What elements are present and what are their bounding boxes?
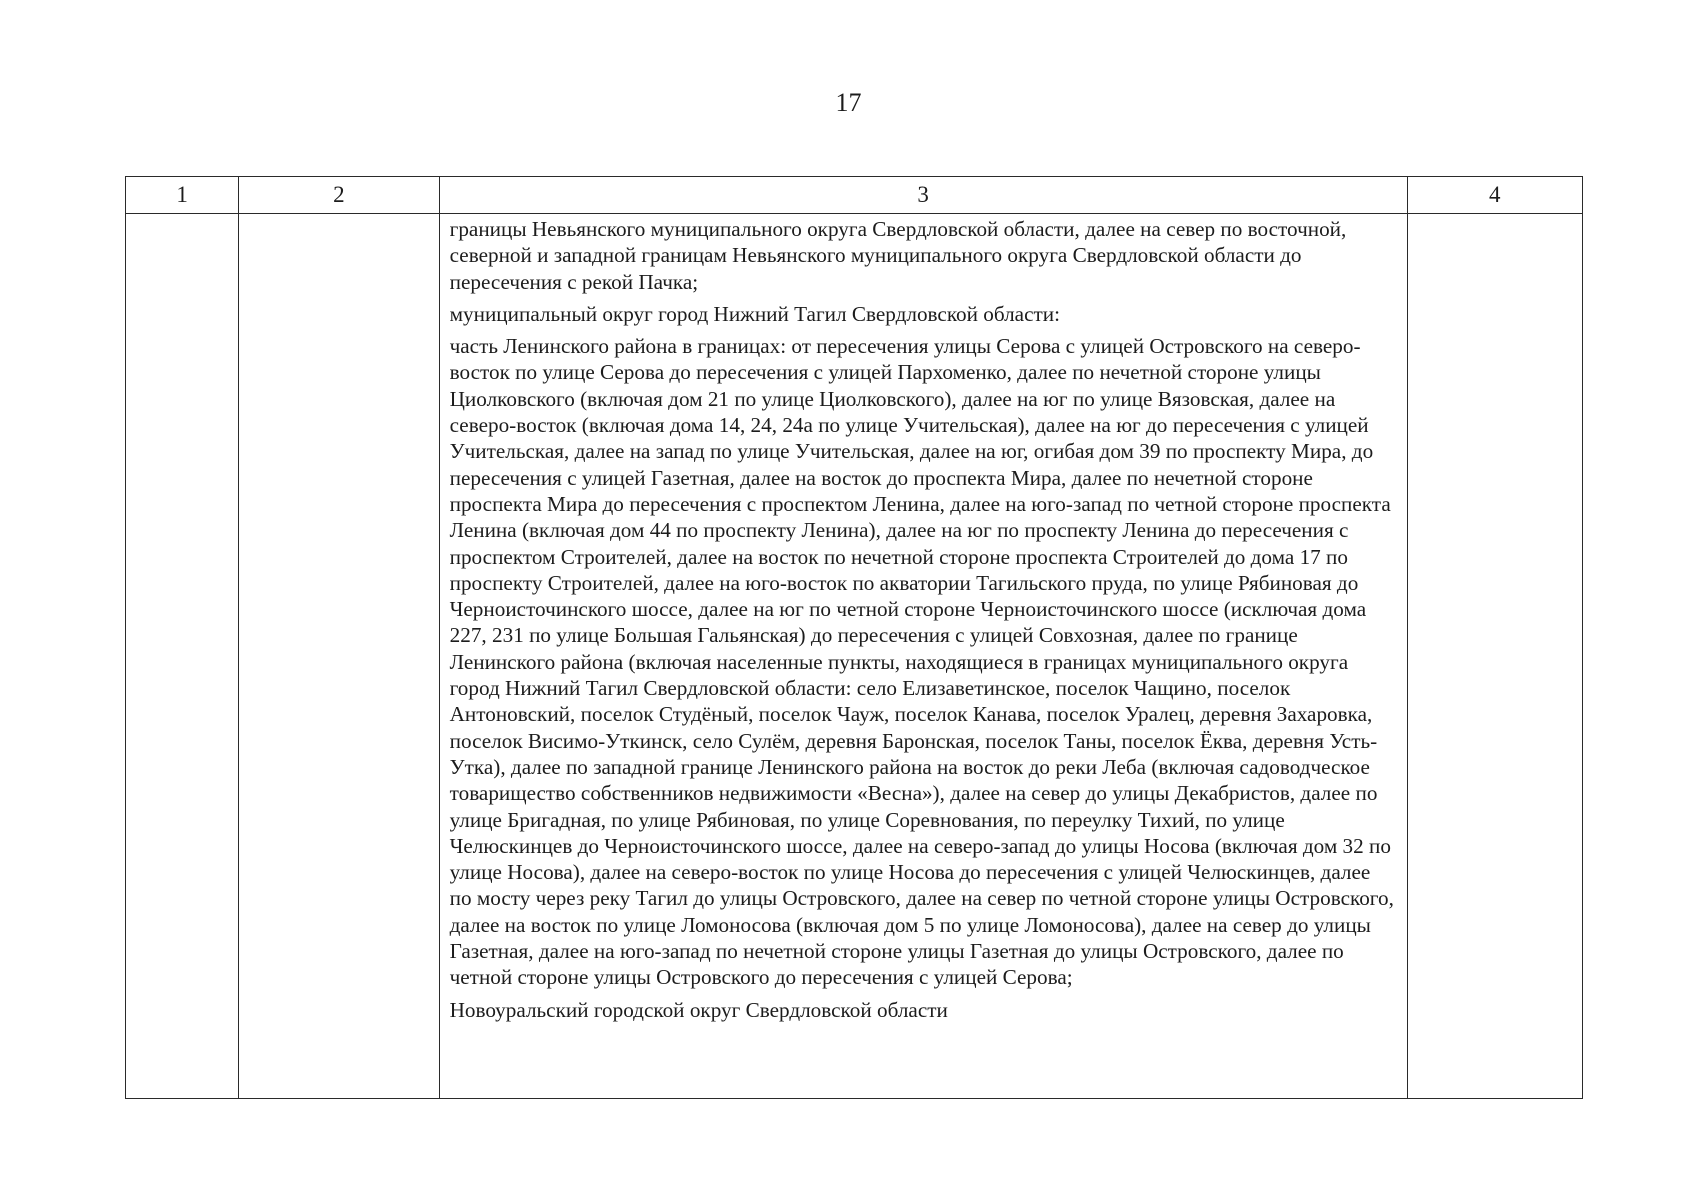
table-row — [126, 214, 1583, 1099]
cell-col-1 — [126, 214, 239, 1099]
cell-col-3 — [439, 214, 1407, 1099]
paragraph-leninsky-district: часть Ленинского района в границах: от пересечения улицы Серова с улицей Островского на северо-восток по улице Серова до пересечения с улицей Пархоменко, далее по нечетной стороне улицы Циолковского (включая дом 21 по улице Циолковского), далее на юг по улице Вязовская, далее на северо-восток (включая дома 14, 24, 24а по улице Учительская), далее на юг до пересечения с улицей Учительская, далее на запад по улице Учительская, далее на юг, огибая дом 39 по проспекту Мира, до пересечения с улицей Газетная, далее на восток до проспекта Мира, далее по нечетной стороне проспекта Мира до пересечения с проспектом Ленина, далее на юго-запад по четной стороне проспекта Ленина (включая дом 44 по проспекту Ленина), далее на юг по проспекту Ленина до пересечения с проспектом Строителей, далее на восток по нечетной стороне проспекта Строителей до дома 17 по проспекту Строителей, далее на юго-восток по акватории Тагильского пруда, по улице Рябиновая до Черноисточинского шоссе, далее на юг по четной стороне Черноисточинского шоссе (исключая дома 227, 231 по улице Большая Гальянская) до пересечения с улицей Совхозная, далее по границе Ленинского района (включая населенные пункты, находящиеся в границах муниципального округа город Нижний Тагил Свердловской области: село Елизаветинское, поселок Чащино, поселок Антоновский, поселок Студёный, поселок Чауж, поселок Канава, поселок Уралец, деревня Захаровка, поселок Висимо-Уткинск, село Сулём, деревня Баронская, поселок Таны, поселок Ёква, деревня Усть-Утка), далее по западной границе Ленинского района на восток до реки Леба (включая садоводческое товарищество собственников недвижимости «Весна»), далее на север до улицы Декабристов, далее по улице Бригадная, по улице Рябиновая, по улице Соревнования, по переулку Тихий, по улице Челюскинцев до Черноисточинского шоссе, далее на северо-запад до улицы Носова (включая дом 32 по улице Носова), далее на северо-восток по улице Носова до пересечения с улицей Челюскинцев, далее по мосту через реку Тагил до улицы Островского, далее на север по четной стороне улицы Островского, далее на восток по улице Ломоносова (включая дом 5 по улице Ломоносова), далее на север до улицы Газетная, далее на юго-запад по нечетной стороне улицы Газетная до улицы Островского, далее по четной стороне улицы Островского до пересечения с улицей Серова; — [449, 334, 1394, 990]
page-number: 17 — [835, 88, 862, 117]
boundary-table — [125, 176, 1583, 1099]
column-header-4: 4 — [1407, 177, 1582, 214]
cell-col-4 — [1407, 214, 1582, 1099]
paragraph-nevyansk-boundary: границы Невьянского муниципального округа Свердловской области, далее на север по восточной, северной и западной границам Невьянского муниципального округа Свердловской области до пересечения с рекой Пачка; — [449, 217, 1347, 294]
column-header-2: 2 — [239, 177, 439, 214]
paragraph-nizhny-tagil-heading: муниципальный округ город Нижний Тагил Свердловской области: — [449, 301, 1060, 326]
cell-col-2 — [239, 214, 439, 1099]
table-header-row — [126, 177, 1583, 214]
column-header-3: 3 — [439, 177, 1407, 214]
paragraph-novouralsk: Новоуральский городской округ Свердловской области — [449, 997, 948, 1022]
column-header-1: 1 — [126, 177, 239, 214]
